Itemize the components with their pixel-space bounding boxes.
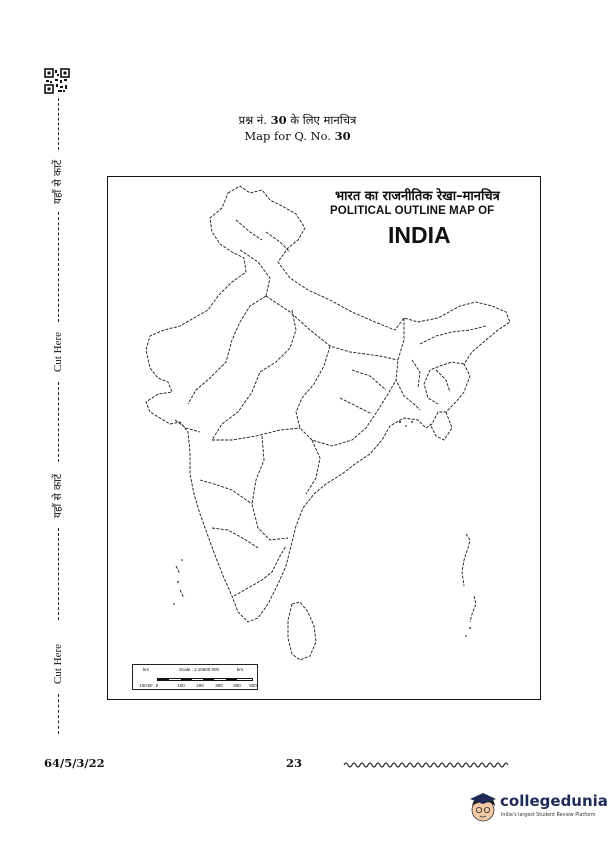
sri-lanka-outline bbox=[288, 602, 316, 660]
scale-tick: 50 bbox=[147, 683, 153, 688]
student-avatar-icon bbox=[468, 790, 498, 830]
cut-here-hindi-label: यहाँ से काटें bbox=[51, 470, 65, 522]
scale-bar bbox=[157, 678, 253, 681]
scale-unit-left: km bbox=[143, 667, 149, 672]
scale-tick: 100 bbox=[139, 683, 147, 688]
map-title-english: POLITICAL OUTLINE MAP OF bbox=[330, 205, 495, 217]
question-reference-hindi: प्रश्न नं. 30 के लिए मानचित्र bbox=[238, 113, 357, 127]
scale-tick: 400 bbox=[233, 683, 241, 688]
national-boundary bbox=[146, 186, 510, 622]
scale-ratio: Scale : 1:15600 000 bbox=[179, 667, 220, 672]
question-reference-english: Map for Q. No. 30 bbox=[244, 129, 351, 143]
scale-tick: 300 bbox=[215, 683, 223, 688]
page-number: 23 bbox=[286, 756, 303, 770]
paper-code: 64/5/3/22 bbox=[44, 756, 105, 770]
brand-name: collegedunia bbox=[500, 792, 608, 810]
wavy-line bbox=[344, 760, 512, 770]
scale-tick: 500 bbox=[249, 683, 257, 688]
map-title-hindi: भारत का राजनीतिक रेखा–मानचित्र bbox=[335, 189, 500, 204]
brand-tagline: India's largest Student Review Platform bbox=[501, 813, 596, 818]
brand-watermark bbox=[468, 790, 608, 830]
scale-tick: 100 bbox=[177, 683, 185, 688]
map-country-title: INDIA bbox=[388, 222, 451, 248]
scale-tick: 200 bbox=[196, 683, 204, 688]
cut-here-hindi-label: यहाँ से काटें bbox=[51, 156, 65, 208]
scale-tick: 0 bbox=[155, 683, 159, 688]
cut-here-label: Cut Here bbox=[52, 328, 64, 376]
cut-here-label: Cut Here bbox=[52, 640, 64, 688]
scale-unit-right: km bbox=[237, 667, 243, 672]
map-scale bbox=[132, 664, 258, 690]
